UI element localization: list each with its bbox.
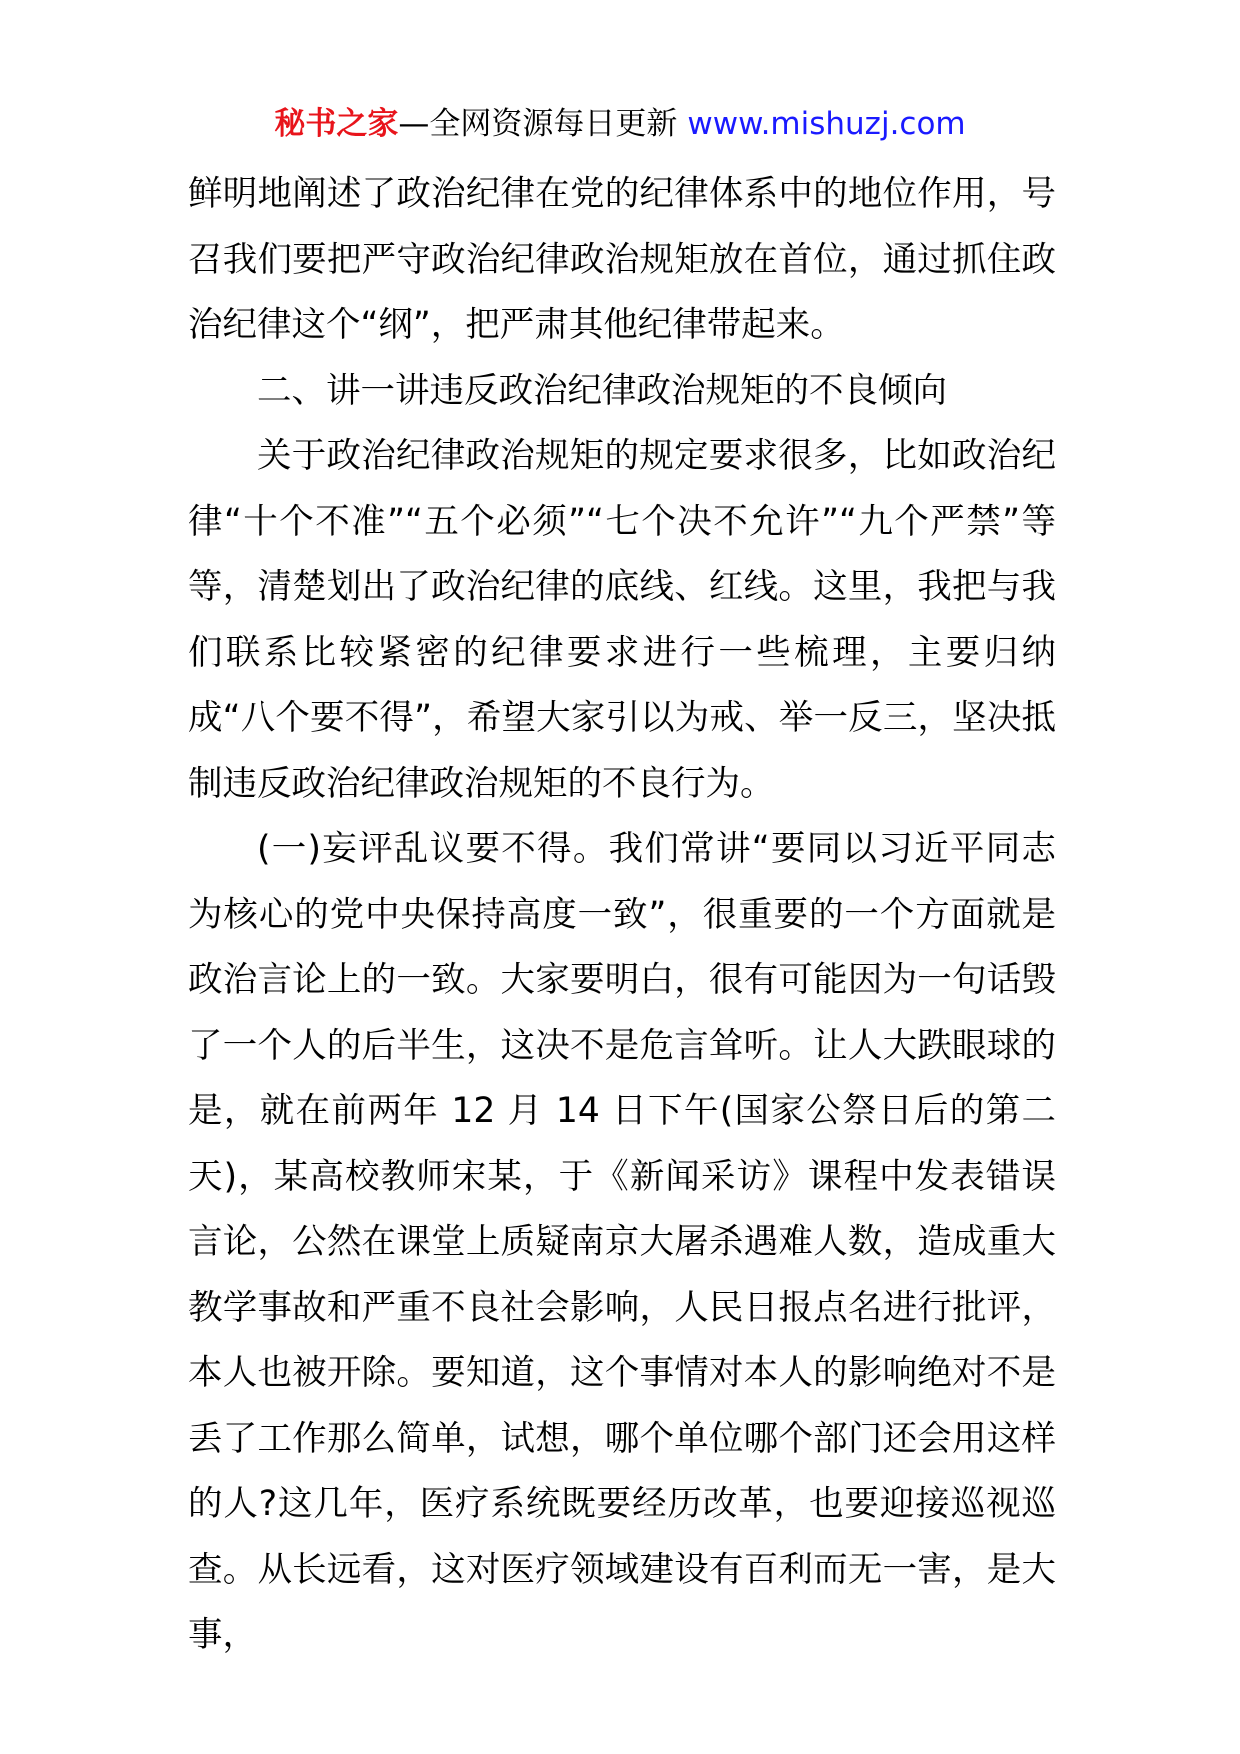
paragraph-continuation: 鲜明地阐述了政治纪律在党的纪律体系中的地位作用，号召我们要把严守政治纪律政治规矩放在首位，通过抓住政治纪律这个“纲”，把严肃其他纪律带起来。	[188, 174, 1056, 345]
header-slogan: —全网资源每日更新	[398, 106, 678, 142]
site-header	[0, 102, 1240, 146]
document-body	[188, 162, 1056, 1669]
brand-name: 秘书之家	[274, 106, 399, 142]
paragraph: 关于政治纪律政治规矩的规定要求很多，比如政治纪律“十个不准”“五个必须”“七个决不允许”“九个严禁”等等，清楚划出了政治纪律的底线、红线。这里，我把与我们联系比较紧密的纪律要求进行一些梳理，主要归纳成“八个要不得”，希望大家引以为戒、举一反三，坚决抵制违反政治纪律政治规矩的不良行为。	[188, 436, 1056, 804]
paragraph: (一)妄评乱议要不得。我们常讲“要同以习近平同志为核心的党中央保持高度一致”，很重要的一个方面就是政治言论上的一致。大家要明白，很有可能因为一句话毁了一个人的后半生，这决不是危言耸听。让人大跌眼球的是，就在前两年 12 月 14 日下午(国家公祭日后的第二天)，某高校教师宋某，于《新闻采访》课程中发表错误言论，公然在课堂上质疑南京大屠杀遇难人数，造成重大教学事故和严重不良社会影响，人民日报点名进行批评，本人也被开除。要知道，这个事情对本人的影响绝对不是丢了工作那么简单，试想，哪个单位哪个部门还会用这样的人?这几年，医疗系统既要经历改革，也要迎接巡视巡查。从长远看，这对医疗领域建设有百利而无一害，是大事，	[188, 829, 1056, 1655]
site-url-link[interactable]: www.mishuzj.com	[687, 106, 966, 142]
section-heading: 二、讲一讲违反政治纪律政治规矩的不良倾向	[257, 370, 947, 411]
